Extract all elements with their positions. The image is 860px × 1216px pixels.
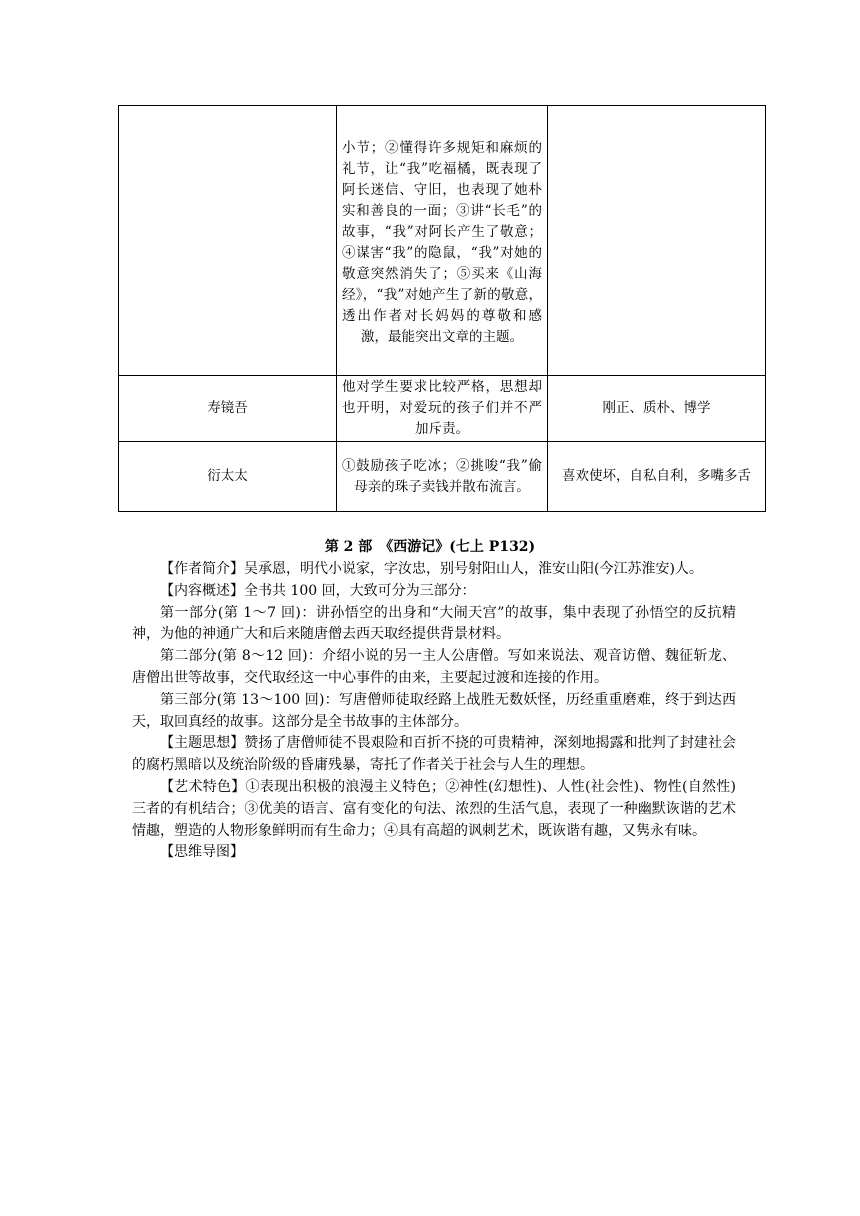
character-traits-cell: 喜欢使坏，自私自利，多嘴多舌 (548, 442, 766, 512)
part-one-paragraph: 第一部分(第 1～7 回)：讲孙悟空的出身和“大闹天宫”的故事，集中表现了孙悟空的反抗精神，为他的神通广大和后来随唐僧去西天取经提供背景材料。 (132, 604, 736, 643)
character-traits-cell: 刚正、质朴、博学 (548, 376, 766, 442)
table-row (119, 442, 766, 512)
character-events-cell: 他对学生要求比较严格，思想却也开明，对爱玩的孩子们并不严加斥责。 (337, 376, 548, 442)
character-traits-cell (548, 106, 766, 376)
character-events-cell: ①鼓励孩子吃冰；②挑唆“我”偷母亲的珠子卖钱并散布流言。 (337, 442, 548, 512)
section-body (132, 559, 736, 864)
table-row (119, 106, 766, 376)
section-heading: 第 2 部 《西游记》(七上 P132) (324, 539, 536, 555)
part-two-paragraph: 第二部分(第 8～12 回)：介绍小说的另一主人公唐僧。写如来说法、观音访僧、魏征斩龙、唐僧出世等故事，交代取经这一中心事件的由来，主要起过渡和连接的作用。 (132, 648, 736, 686)
character-events-cell: 小节；②懂得许多规矩和麻烦的礼节，让“我”吃福橘，既表现了阿长迷信、守旧，也表现了她朴实和善良的一面；③讲“长毛”的故事，“我”对阿长产生了敬意；④谋害“我”的隐鼠，“我”对她的敬意突然消失了；⑤买来《山海经》，“我”对她产生了新的敬意，透出作者对长妈妈的尊敬和感激，最能突出文章的主题。 (337, 106, 548, 376)
art-features-paragraph: 【艺术特色】①表现出积极的浪漫主义特色；②神性(幻想性)、人性(社会性)、物性(自然性)三者的有机结合；③优美的语言、富有变化的句法、浓烈的生活气息，表现了一种幽默诙谐的艺术情趣，塑造的人物形象鲜明而有生命力；④具有高超的讽刺艺术，既诙谐有趣，又隽永有味。 (132, 778, 736, 839)
theme-paragraph: 【主题思想】赞扬了唐僧师徒不畏艰险和百折不挠的可贵精神，深刻地揭露和批判了封建社会的腐朽黑暗以及统治阶级的昏庸残暴，寄托了作者关于社会与人生的理想。 (132, 735, 736, 774)
part-three-paragraph: 第三部分(第 13～100 回)：写唐僧师徒取经路上战胜无数妖怪，历经重重磨难，终于到达西天，取回真经的故事。这部分是全书故事的主体部分。 (132, 691, 736, 730)
mind-map-heading: 【思维导图】 (160, 844, 244, 861)
author-intro-paragraph: 【作者简介】吴承恩，明代小说家，字汝忠，别号射阳山人，淮安山阳(今江苏淮安)人。 (160, 561, 703, 577)
content-summary-paragraph: 【内容概述】全书共 100 回，大致可分为三部分： (160, 582, 476, 599)
character-name-cell (119, 106, 337, 376)
character-name-cell: 衍太太 (119, 442, 337, 512)
character-name-cell: 寿镜吾 (119, 376, 337, 442)
table-row (119, 376, 766, 442)
character-table (118, 105, 766, 512)
